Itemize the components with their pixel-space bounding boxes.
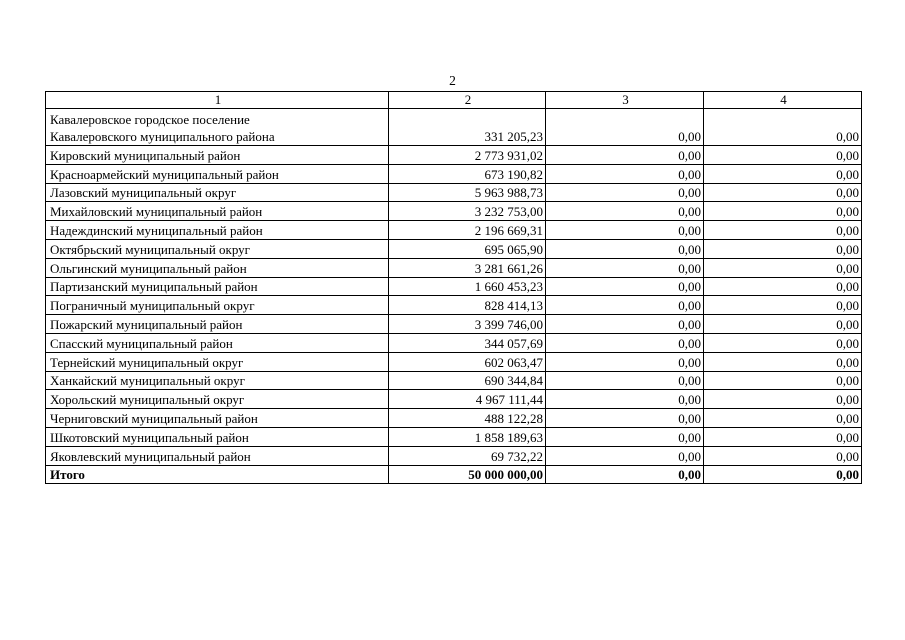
table-row bbox=[46, 352, 862, 371]
amount-col4: 0,00 bbox=[704, 183, 862, 202]
table-row bbox=[46, 390, 862, 409]
amount-col2: 828 414,13 bbox=[389, 296, 546, 315]
amount-col3: 0,00 bbox=[546, 164, 704, 183]
municipality-name-line1: Кавалеровское городское поселение bbox=[50, 112, 250, 127]
table-row bbox=[46, 239, 862, 258]
amount-col2: 344 057,69 bbox=[389, 333, 546, 352]
table-row bbox=[46, 277, 862, 296]
amount-col2: 3 399 746,00 bbox=[389, 315, 546, 334]
amount-col3: 0,00 bbox=[546, 446, 704, 465]
amount-col4: 0,00 bbox=[704, 146, 862, 165]
amount-col4: 0,00 bbox=[704, 390, 862, 409]
amount-col2: 1 858 189,63 bbox=[389, 427, 546, 446]
budget-table bbox=[45, 91, 862, 484]
amount-col3: 0,00 bbox=[546, 409, 704, 428]
total-row bbox=[46, 465, 862, 484]
column-header: 4 bbox=[704, 92, 862, 109]
table-row bbox=[46, 146, 862, 165]
municipality-name: Партизанский муниципальный район bbox=[46, 277, 389, 296]
amount-col4: 0,00 bbox=[704, 333, 862, 352]
amount-col3: 0,00 bbox=[546, 333, 704, 352]
amount-col4: 0,00 bbox=[704, 109, 862, 146]
table-header-row bbox=[46, 92, 862, 109]
table-row bbox=[46, 296, 862, 315]
amount-col2: 69 732,22 bbox=[389, 446, 546, 465]
column-header: 2 bbox=[389, 92, 546, 109]
amount-col2: 1 660 453,23 bbox=[389, 277, 546, 296]
amount-col3: 0,00 bbox=[546, 146, 704, 165]
amount-col2: 2 773 931,02 bbox=[389, 146, 546, 165]
table-row bbox=[46, 446, 862, 465]
municipality-name: Тернейский муниципальный округ bbox=[46, 352, 389, 371]
amount-col4: 0,00 bbox=[704, 258, 862, 277]
amount-col4: 0,00 bbox=[704, 409, 862, 428]
amount-col2: 5 963 988,73 bbox=[389, 183, 546, 202]
amount-col2: 3 281 661,26 bbox=[389, 258, 546, 277]
amount-col2: 488 122,28 bbox=[389, 409, 546, 428]
amount-col4: 0,00 bbox=[704, 371, 862, 390]
amount-col2: 331 205,23 bbox=[389, 109, 546, 146]
amount-col4: 0,00 bbox=[704, 427, 862, 446]
amount-col3: 0,00 bbox=[546, 239, 704, 258]
table-row bbox=[46, 371, 862, 390]
municipality-name-line2: Кавалеровского муниципального района bbox=[50, 129, 275, 144]
amount-col2: 673 190,82 bbox=[389, 164, 546, 183]
amount-col3: 0,00 bbox=[546, 202, 704, 221]
municipality-name: Пограничный муниципальный округ bbox=[46, 296, 389, 315]
amount-col4: 0,00 bbox=[704, 446, 862, 465]
municipality-name: Лазовский муниципальный округ bbox=[46, 183, 389, 202]
total-col2: 50 000 000,00 bbox=[389, 465, 546, 484]
amount-col2: 2 196 669,31 bbox=[389, 221, 546, 240]
amount-col3: 0,00 bbox=[546, 427, 704, 446]
table-row bbox=[46, 164, 862, 183]
amount-col4: 0,00 bbox=[704, 315, 862, 334]
table-row bbox=[46, 258, 862, 277]
amount-col3: 0,00 bbox=[546, 221, 704, 240]
page-number: 2 bbox=[449, 73, 456, 88]
municipality-name: Черниговский муниципальный район bbox=[46, 409, 389, 428]
amount-col4: 0,00 bbox=[704, 202, 862, 221]
amount-col3: 0,00 bbox=[546, 390, 704, 409]
amount-col3: 0,00 bbox=[546, 296, 704, 315]
municipality-name: Спасский муниципальный район bbox=[46, 333, 389, 352]
municipality-name: Октябрьский муниципальный округ bbox=[46, 239, 389, 258]
table-row bbox=[46, 427, 862, 446]
municipality-name bbox=[46, 109, 389, 146]
amount-col2: 690 344,84 bbox=[389, 371, 546, 390]
total-label: Итого bbox=[46, 465, 389, 484]
table-row bbox=[46, 202, 862, 221]
amount-col4: 0,00 bbox=[704, 352, 862, 371]
amount-col2: 602 063,47 bbox=[389, 352, 546, 371]
municipality-name: Кировский муниципальный район bbox=[46, 146, 389, 165]
municipality-name: Ольгинский муниципальный район bbox=[46, 258, 389, 277]
column-header: 1 bbox=[46, 92, 389, 109]
amount-col3: 0,00 bbox=[546, 183, 704, 202]
amount-col4: 0,00 bbox=[704, 277, 862, 296]
amount-col3: 0,00 bbox=[546, 277, 704, 296]
amount-col4: 0,00 bbox=[704, 164, 862, 183]
amount-col3: 0,00 bbox=[546, 315, 704, 334]
municipality-name: Михайловский муниципальный район bbox=[46, 202, 389, 221]
table-row bbox=[46, 409, 862, 428]
table-row bbox=[46, 315, 862, 334]
column-header: 3 bbox=[546, 92, 704, 109]
municipality-name: Яковлевский муниципальный район bbox=[46, 446, 389, 465]
total-col4: 0,00 bbox=[704, 465, 862, 484]
municipality-name: Шкотовский муниципальный район bbox=[46, 427, 389, 446]
amount-col3: 0,00 bbox=[546, 258, 704, 277]
amount-col3: 0,00 bbox=[546, 352, 704, 371]
amount-col2: 695 065,90 bbox=[389, 239, 546, 258]
amount-col3: 0,00 bbox=[546, 371, 704, 390]
total-col3: 0,00 bbox=[546, 465, 704, 484]
table-row bbox=[46, 109, 862, 146]
municipality-name: Ханкайский муниципальный округ bbox=[46, 371, 389, 390]
municipality-name: Пожарский муниципальный район bbox=[46, 315, 389, 334]
municipality-name: Красноармейский муниципальный район bbox=[46, 164, 389, 183]
amount-col2: 3 232 753,00 bbox=[389, 202, 546, 221]
amount-col4: 0,00 bbox=[704, 296, 862, 315]
amount-col3: 0,00 bbox=[546, 109, 704, 146]
amount-col4: 0,00 bbox=[704, 239, 862, 258]
amount-col4: 0,00 bbox=[704, 221, 862, 240]
municipality-name: Хорольский муниципальный округ bbox=[46, 390, 389, 409]
municipality-name: Надеждинский муниципальный район bbox=[46, 221, 389, 240]
table-row bbox=[46, 221, 862, 240]
table-row bbox=[46, 333, 862, 352]
table-row bbox=[46, 183, 862, 202]
amount-col2: 4 967 111,44 bbox=[389, 390, 546, 409]
